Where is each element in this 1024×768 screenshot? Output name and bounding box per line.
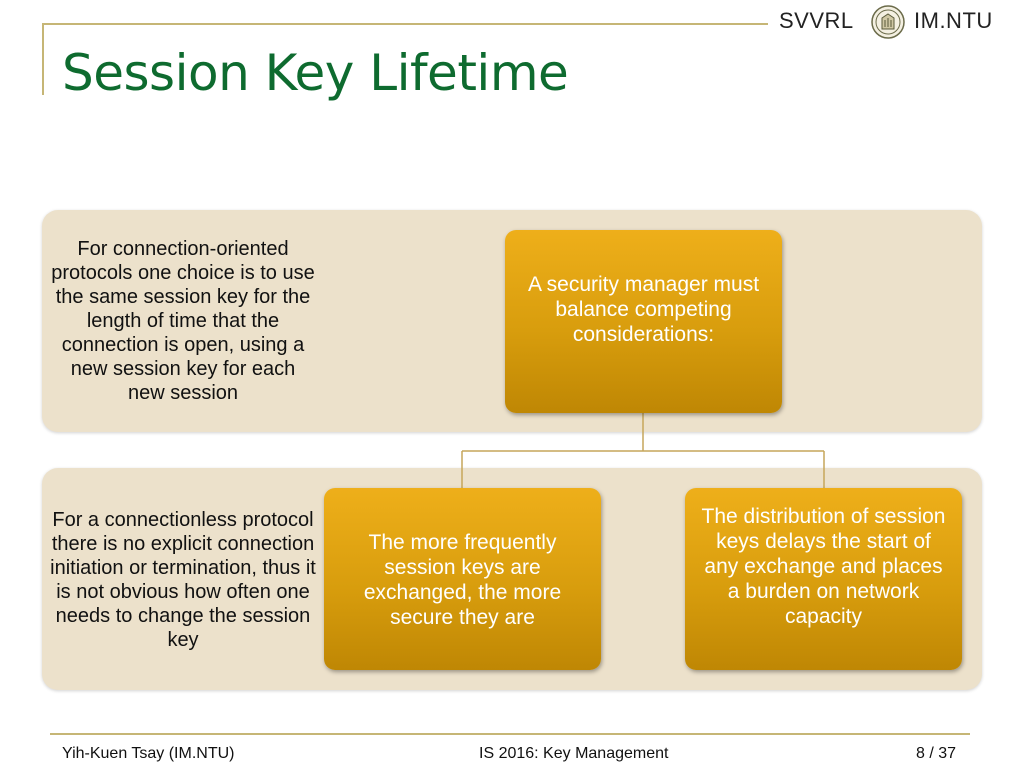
- footer-course: IS 2016: Key Management: [479, 745, 669, 762]
- current-page: 8: [916, 745, 925, 762]
- brand-svvrl: SVVRL: [779, 8, 854, 33]
- connectionless-label: For a connectionless protocol there is no explicit connection initiation or termination, thus it is not obvious how often one needs to change the session key: [50, 509, 316, 651]
- footer-author: Yih-Kuen Tsay (IM.NTU): [62, 745, 235, 762]
- connection-oriented-label: For connection-oriented protocols one choice is to use the same session key for the length of time that the connection is open, using a new session key for each new session: [51, 238, 315, 404]
- root-consideration-label: A security manager must balance competing considerations:: [527, 273, 760, 346]
- distribution-cost-box: [685, 488, 962, 670]
- brand-imntu: IM.NTU: [914, 8, 993, 33]
- page-title: Session Key Lifetime: [62, 44, 569, 102]
- frequent-exchange-label: The more frequently session keys are exchanged, the more secure they are: [363, 531, 562, 629]
- footer-page-number: [916, 745, 956, 763]
- distribution-cost-label: The distribution of session keys delays the start of any exchange and places a burden on network capacity: [701, 505, 946, 628]
- frequent-exchange-box: [324, 488, 601, 670]
- root-consideration-box: [505, 230, 782, 413]
- total-pages: / 37: [929, 745, 957, 762]
- footer-rule: [50, 733, 970, 735]
